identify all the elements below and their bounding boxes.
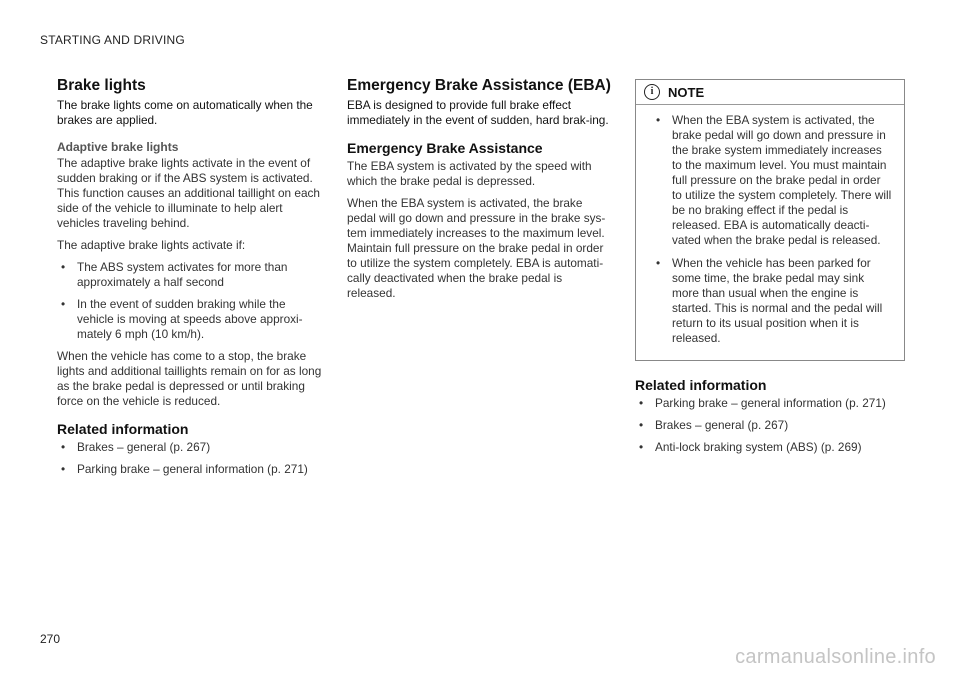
running-header: STARTING AND DRIVING [40, 33, 185, 47]
paragraph: The adaptive brake lights activate if: [57, 238, 246, 252]
list-item: • When the vehicle has been parked for some time, the brake pedal may sink more than usual when the engine is started. This is normal and the pedal will return to its usual position when it is released. [652, 256, 892, 346]
page-number: 270 [40, 632, 61, 646]
related-information-heading: Related information [635, 377, 767, 393]
bullet-list [57, 260, 322, 342]
related-links [635, 396, 905, 455]
note-box [635, 79, 905, 361]
related-link[interactable]: • Parking brake – general information (p. 271) [635, 396, 905, 411]
related-link[interactable]: • Brakes – general (p. 267) [57, 440, 322, 455]
related-link[interactable]: • Brakes – general (p. 267) [635, 418, 905, 433]
list-item: • When the EBA system is activated, the brake pedal will go down and pressure in the brake system immediately increases to the maximum level. You must maintain full pressure on the brake pedal in order to utilize the system completely. There will be no braking effect if the pedal is released. EBA is automatically deacti-vated when the brake pedal is released. [652, 113, 892, 248]
related-links [57, 440, 322, 477]
section-title-eba: Emergency Brake Assistance (EBA) [347, 77, 611, 94]
paragraph: When the EBA system is activated, the brake pedal will go down and pressure in the brake sys-tem immediately increases to the maximum level. Maintain full pressure on the brake pedal in order to utilize the system completely. EBA is automati-cally deactivated when the brake pedal is released. [347, 196, 606, 300]
list-item: • In the event of sudden braking while the vehicle is moving at speeds above approxi-mately 6 mph (10 km/h). [57, 297, 322, 342]
info-icon: i [644, 84, 660, 100]
note-bullets [652, 113, 892, 346]
related-link[interactable]: • Anti-lock braking system (ABS) (p. 269) [635, 440, 905, 455]
subheading-adaptive-brake-lights: Adaptive brake lights [57, 140, 179, 154]
list-item: • The ABS system activates for more than approximately a half second [57, 260, 322, 290]
intro-text: The brake lights come on automatically when the brakes are applied. [57, 98, 313, 127]
paragraph: The EBA system is activated by the speed with which the brake pedal is depressed. [347, 159, 592, 188]
related-information-heading: Related information [57, 421, 189, 437]
note-header [636, 80, 904, 105]
related-link[interactable]: • Parking brake – general information (p. 271) [57, 462, 322, 477]
column-note [635, 76, 905, 462]
column-brake-lights [57, 76, 322, 484]
note-title: NOTE [668, 84, 705, 100]
column-eba [347, 76, 612, 308]
intro-text: EBA is designed to provide full brake effect immediately in the event of sudden, hard brak-ing. [347, 98, 609, 127]
paragraph: When the vehicle has come to a stop, the brake lights and additional taillights remain on for as long as the brake pedal is depressed or until braking force on the vehicle is reduced. [57, 349, 322, 408]
paragraph: The adaptive brake lights activate in the event of sudden braking or if the ABS system is activated. This function causes an additional taillight on each side of the vehicle to illuminate to help alert vehicles traveling behind. [57, 156, 320, 230]
subheading-eba: Emergency Brake Assistance [347, 140, 543, 156]
watermark: carmanualsonline.info [735, 646, 936, 668]
section-title-brake-lights: Brake lights [57, 77, 146, 94]
